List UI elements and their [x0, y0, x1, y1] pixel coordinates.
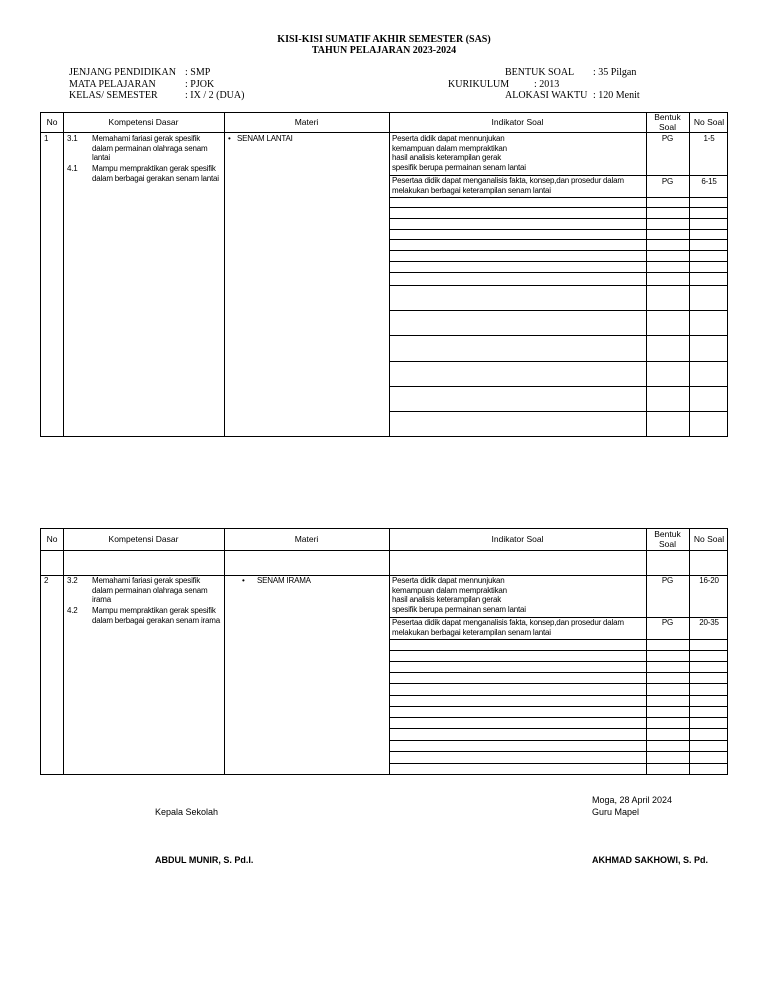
bentuk-soal-cell: PG	[661, 177, 674, 186]
jenjang-label: JENJANG PENDIDIKAN	[69, 67, 176, 78]
kd-number: 4.1	[67, 164, 78, 173]
materi-bullet: •	[242, 576, 245, 585]
materi-text: SENAM LANTAI	[237, 134, 293, 143]
kurikulum-value: : 2013	[534, 79, 560, 90]
document-title: KISI-KISI SUMATIF AKHIR SEMESTER (SAS)	[277, 34, 491, 45]
kd-text: Mampu mempraktikan gerak spesifik dalam berbagai gerakan senam irama	[92, 606, 220, 625]
row-number: 2	[44, 576, 49, 585]
guru-mapel-name: AKHMAD SAKHOWI, S. Pd.	[592, 855, 708, 865]
alokasi-waktu-label: ALOKASI WAKTU	[505, 90, 588, 101]
kelas-value: : IX / 2 (DUA)	[185, 90, 245, 101]
col-header-indikator-soal: Indikator Soal	[491, 117, 544, 127]
col-header-materi: Materi	[294, 117, 319, 127]
kd-number: 4.2	[67, 606, 78, 615]
row-number: 1	[44, 134, 49, 143]
bentuk-soal-cell: PG	[661, 134, 674, 143]
col-header-bentuk-soal: Bentuk Soal	[654, 112, 681, 132]
col-header-bentuk-soal: Bentuk Soal	[654, 529, 681, 549]
materi-bullet: •	[228, 134, 231, 143]
jenjang-value: : SMP	[185, 67, 211, 78]
no-soal-cell: 6-15	[701, 177, 717, 186]
col-header-materi: Materi	[294, 534, 319, 544]
kd-number: 3.2	[67, 576, 78, 585]
kisi-table-1	[40, 112, 728, 437]
no-soal-cell: 1-5	[703, 134, 715, 143]
mapel-value: : PJOK	[185, 79, 215, 90]
col-header-no-soal: No Soal	[693, 534, 725, 544]
col-header-kompetensi-dasar: Kompetensi Dasar	[108, 534, 179, 544]
col-header-indikator-soal: Indikator Soal	[491, 534, 544, 544]
kd-number: 3.1	[67, 134, 78, 143]
kepala-sekolah-name: ABDUL MUNIR, S. Pd.I.	[155, 855, 254, 865]
col-header-kompetensi-dasar: Kompetensi Dasar	[108, 117, 179, 127]
document-subtitle: TAHUN PELAJARAN 2023-2024	[311, 45, 457, 56]
kurikulum-label: KURIKULUM	[448, 79, 510, 90]
col-header-no: No	[46, 534, 58, 544]
indikator-text: Peserta didik dapat mennunjukan kemampuan dalam mempraktikan hasil analisis keterampilan gerak spesifik berupa permainan senam lantai	[392, 134, 526, 172]
col-header-no: No	[46, 117, 58, 127]
indikator-text: Peserta didik dapat mennunjukan kemampuan dalam mempraktikan hasil analisis keterampilan gerak spesifik berupa permainan senam lantai	[392, 576, 526, 614]
indikator-text: Pesertaa didik dapat menganalisis fakta, konsep,dan prosedur dalam melakukan berbagai keterampilan senam lantai	[392, 618, 624, 637]
place-date: Moga, 28 April 2024	[592, 795, 673, 805]
kelas-label: KELAS/ SEMESTER	[69, 90, 158, 101]
bentuk-soal-value: : 35 Pilgan	[593, 67, 637, 78]
col-header-no-soal: No Soal	[693, 117, 725, 127]
guru-mapel-role: Guru Mapel	[592, 807, 640, 817]
alokasi-waktu-value: : 120 Menit	[593, 90, 640, 101]
kd-text: Memahami fariasi gerak spesifik dalam permainan olahraga senam irama	[92, 576, 208, 605]
kd-text: Mampu mempraktikan gerak spesifik dalam berbagai gerakan senam lantai	[92, 164, 219, 183]
bentuk-soal-cell: PG	[661, 618, 674, 627]
no-soal-cell: 20-35	[699, 618, 719, 627]
indikator-text: Pesertaa didik dapat menganalisis fakta, konsep,dan prosedur dalam melakukan berbagai keterampilan senam lantai	[392, 176, 624, 195]
kepala-sekolah-role: Kepala Sekolah	[155, 807, 219, 817]
bentuk-soal-label: BENTUK SOAL	[505, 67, 575, 78]
bentuk-soal-cell: PG	[661, 576, 674, 585]
materi-text: SENAM IRAMA	[257, 576, 311, 585]
no-soal-cell: 16-20	[699, 576, 719, 585]
kd-text: Memahami fariasi gerak spesifik dalam permainan olahraga senam lantai	[92, 134, 208, 163]
mapel-label: MATA PELAJARAN	[69, 79, 156, 90]
kisi-table-2	[40, 528, 728, 775]
